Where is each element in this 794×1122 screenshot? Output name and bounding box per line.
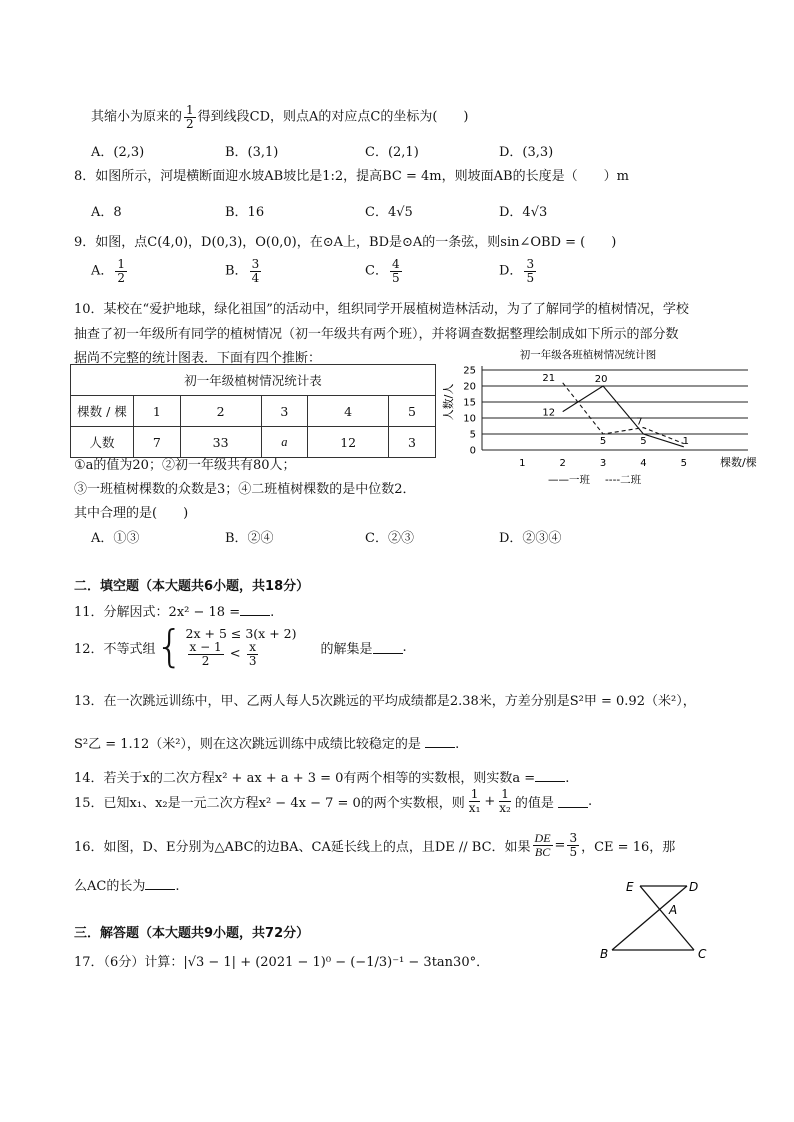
q17: 17．（6分）计算：|√3 − 1| + (2021 − 1)⁰ − (−1/3)⁻¹ − 3tan30°． <box>74 955 490 970</box>
q10-option-d: D．②③④ <box>499 531 562 546</box>
chart-y-tick: 0 <box>469 445 476 457</box>
q16-line1: 16．如图，D、E分别为△ABC的边BA、CA延长线上的点，且DE // BC．如果 $\frac{DE}{BC}$ = $\frac{3}{5}$ ，CE = 16，那 <box>74 831 676 859</box>
chart-ylabel: 人数/人 <box>442 383 455 421</box>
q7-option-a: A．(2,3) <box>91 145 145 160</box>
table-cell: 4 <box>308 396 389 427</box>
q13-line2: S²乙 = 1.12（米²），则在这次跳远训练中成绩比较稳定的是 . <box>74 737 460 752</box>
chart-x-tick: 2 <box>559 458 566 469</box>
table-cell: 7 <box>134 427 181 458</box>
table-cell: 33 <box>180 427 261 458</box>
q10-line3: 据尚不完整的统计图表．下面有四个推断： <box>74 351 322 366</box>
tree-planting-line-chart <box>440 342 760 490</box>
label-a: A <box>669 903 678 917</box>
section-3-title: 三．解答题（本大题共9小题，共72分） <box>74 926 310 941</box>
q12: 12．不等式组 { 2x + 5 ≤ 3(x + 2) $\frac{x - 1}{2}$ < $\frac{x}{3}$ 的解集是 . <box>74 621 407 672</box>
table-cell: 3 <box>261 396 308 427</box>
q8-option-a: A．8 <box>91 205 122 220</box>
q10-inference-1: ①a的值为20；②初一年级共有80人； <box>74 458 296 473</box>
q11: 11．分解因式：2x² − 18 = . <box>74 605 275 620</box>
chart-y-tick: 15 <box>463 397 476 409</box>
q12-ineq-1: 2x + 5 ≤ 3(x + 2) <box>185 626 297 642</box>
segment-ec <box>640 886 694 950</box>
q10-inference-2: ③一班植树棵数的众数是3；④二班植树棵数的是中位数2． <box>74 482 416 497</box>
chart-x-tick: 4 <box>640 458 647 469</box>
q7-fraction: $\frac{1}{2}$ <box>186 103 194 131</box>
q7-option-c: C．(2,1) <box>365 145 419 160</box>
chart-series-class2-line <box>563 383 684 444</box>
q8-option-c: C．4√5 <box>365 205 413 220</box>
label-b: B <box>600 947 609 961</box>
triangle-figure <box>592 874 722 968</box>
chart-x-tick: 1 <box>519 458 526 469</box>
q7-line <box>91 104 469 130</box>
label-c: C <box>698 947 707 961</box>
tree-planting-table <box>70 364 436 458</box>
table-title: 初一年级植树情况统计表 <box>71 365 436 396</box>
table-cell: a <box>261 427 308 458</box>
q10-option-b: B．②④ <box>225 531 274 546</box>
table-cell: 棵数 / 棵 <box>71 396 134 427</box>
chart-y-tick: 5 <box>469 429 476 441</box>
section-2-title: 二．填空题（本大题共6小题，共18分） <box>74 579 310 594</box>
q7-option-b: B．(3,1) <box>225 145 279 160</box>
q16-line2: 么AC的长为 . <box>74 879 180 894</box>
table-cell: 12 <box>308 427 389 458</box>
table-cell: 3 <box>389 427 436 458</box>
chart-x-tick: 3 <box>599 458 607 469</box>
table-cell: 1 <box>134 396 181 427</box>
q9-text: 9．如图，点C(4,0)，D(0,3)，O(0,0)，在⊙A上，BD是⊙A的一条弦，则sin∠OBD = ( ) <box>74 235 617 250</box>
chart-y-tick: 20 <box>463 381 476 393</box>
q8-option-b: B．16 <box>225 205 265 220</box>
table-data-row <box>71 427 436 458</box>
chart-data-label: 7 <box>636 416 643 428</box>
label-d: D <box>689 880 699 894</box>
chart-y-tick: 10 <box>463 413 476 425</box>
q10-line2: 抽查了初一年级所有同学的植树情况（初一年级共有两个班），并将调查数据整理绘制成如下所示的部分数 <box>74 327 679 342</box>
q14: 14．若关于x的二次方程x² + ax + a + 3 = 0有两个相等的实数根，则实数a = . <box>74 771 570 786</box>
chart-x-tick: 5 <box>680 458 687 469</box>
chart-title: 初一年级各班植树情况统计图 <box>519 349 657 361</box>
q9-option-c: C． $\frac{4}{5}$ <box>365 257 400 285</box>
chart-y-tick: 25 <box>463 365 476 377</box>
chart-series-class1-line <box>563 386 684 447</box>
q9-option-d: D． $\frac{3}{5}$ <box>499 257 535 285</box>
chart-legend-class2: ----二班 <box>605 474 642 486</box>
q9-option-b: B． $\frac{3}{4}$ <box>225 257 260 285</box>
chart-data-label: 20 <box>594 374 608 385</box>
q8-text: 8．如图所示，河堤横断面迎水坡AB坡比是1:2，提高BC = 4m，则坡面AB的长度是（ ）m <box>74 169 629 184</box>
q9-option-a: A． $\frac{1}{2}$ <box>91 257 126 285</box>
q13-line1: 13．在一次跳远训练中，甲、乙两人每人5次跳远的平均成绩都是2.38米，方差分别是S²甲 = 0.92（米²）， <box>74 694 696 709</box>
chart-data-label: 5 <box>599 436 607 447</box>
table-header-row <box>71 396 436 427</box>
label-e: E <box>626 880 634 894</box>
table-cell: 人数 <box>71 427 134 458</box>
q7-line-text: 其缩小为原来的 <box>91 109 183 125</box>
chart-data-label: 12 <box>542 407 556 419</box>
q10-option-a: A．①③ <box>91 531 140 546</box>
q10-question: 其中合理的是( ) <box>74 506 189 521</box>
brace-symbol: { <box>155 621 184 672</box>
chart-data-label: 21 <box>542 372 556 384</box>
q10-line1: 10．某校在“爱护地球，绿化祖国”的活动中，组织同学开展植树造林活动，为了了解同学的植树情况，学校 <box>74 302 689 317</box>
table-cell: 2 <box>180 396 261 427</box>
table-cell: 5 <box>389 396 436 427</box>
q8-option-d: D．4√3 <box>499 205 548 220</box>
chart-legend-class1: ——一班 <box>548 474 590 486</box>
segment-db <box>612 886 687 950</box>
q12-ineq-2: $\frac{x - 1}{2}$ < $\frac{x}{3}$ <box>189 640 257 668</box>
chart-data-label: 1 <box>682 435 689 447</box>
chart-xlabel: 棵数/棵 <box>720 456 757 469</box>
chart-data-label: 5 <box>640 436 647 447</box>
q15: 15．已知x₁、x₂是一元二次方程x² − 4x − 7 = 0的两个实数根，则 $\frac{1}{\text{x₁}}$ + $\frac{1}{\text{x₂}}$ 的值是 . <box>74 787 593 815</box>
q7-rest-text: 得到线段CD，则点A的对应点C的坐标为( ) <box>197 109 469 125</box>
q10-option-c: C．②③ <box>365 531 414 546</box>
q7-option-d: D．(3,3) <box>499 145 554 160</box>
